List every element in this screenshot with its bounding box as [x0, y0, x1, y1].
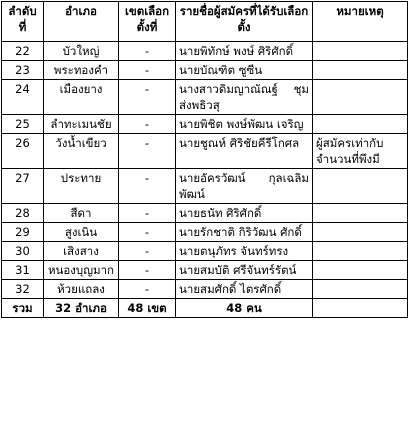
row-candidate-name: นายธนัท ศิริศักดิ์	[176, 204, 313, 223]
row-note	[313, 80, 408, 115]
row-number: 24	[2, 80, 44, 115]
table-row	[2, 169, 408, 204]
total-name: 48 คน	[176, 299, 313, 318]
header-row	[2, 2, 408, 42]
row-zone: -	[119, 261, 176, 280]
table-row	[2, 134, 408, 169]
table-row	[2, 280, 408, 299]
table-row	[2, 115, 408, 134]
table-row	[2, 242, 408, 261]
row-note: ผู้สมัครเท่ากับจำนวนที่พึงมี	[313, 134, 408, 169]
row-number: 28	[2, 204, 44, 223]
row-number: 27	[2, 169, 44, 204]
row-amphoe: สูงเนิน	[44, 223, 119, 242]
row-zone: -	[119, 134, 176, 169]
row-candidate-name: นายพิชิต พงษ์พัฒน เจริญ	[176, 115, 313, 134]
table-row	[2, 42, 408, 61]
row-number: 25	[2, 115, 44, 134]
row-amphoe: สีดา	[44, 204, 119, 223]
row-candidate-name: นายพิทักษ์ พงษ์ ศิริศักดิ์	[176, 42, 313, 61]
row-number: 22	[2, 42, 44, 61]
row-number: 32	[2, 280, 44, 299]
table-row	[2, 204, 408, 223]
table-body	[2, 42, 408, 299]
election-results-table	[1, 1, 408, 318]
header-note: หมายเหตุ	[313, 2, 408, 42]
row-candidate-name: นายบัณฑิต ซูซีน	[176, 61, 313, 80]
row-candidate-name: นายรักชาติ กิริวัฒน ศักดิ์	[176, 223, 313, 242]
header-zone: เขตเลือกตั้งที่	[119, 2, 176, 42]
row-amphoe: บัวใหญ่	[44, 42, 119, 61]
row-number: 30	[2, 242, 44, 261]
row-number: 31	[2, 261, 44, 280]
row-note	[313, 261, 408, 280]
row-note	[313, 204, 408, 223]
row-number: 29	[2, 223, 44, 242]
row-zone: -	[119, 115, 176, 134]
total-amphoe: 32 อำเภอ	[44, 299, 119, 318]
row-note	[313, 169, 408, 204]
row-zone: -	[119, 80, 176, 115]
row-zone: -	[119, 42, 176, 61]
total-label: รวม	[2, 299, 44, 318]
row-amphoe: เสิงสาง	[44, 242, 119, 261]
row-candidate-name: นายชูณห์ ศิริชัยคีรีโกศล	[176, 134, 313, 169]
total-zone: 48 เขต	[119, 299, 176, 318]
row-amphoe: วังน้ำเขียว	[44, 134, 119, 169]
row-note	[313, 280, 408, 299]
header-no: ลำดับที่	[2, 2, 44, 42]
row-amphoe: ประทาย	[44, 169, 119, 204]
table-row	[2, 80, 408, 115]
table-row	[2, 223, 408, 242]
header-amphoe: อำเภอ	[44, 2, 119, 42]
total-note	[313, 299, 408, 318]
row-zone: -	[119, 169, 176, 204]
row-note	[313, 42, 408, 61]
row-number: 26	[2, 134, 44, 169]
row-number: 23	[2, 61, 44, 80]
row-zone: -	[119, 223, 176, 242]
row-candidate-name: นายตนุภัทร จันทร์ทรง	[176, 242, 313, 261]
row-zone: -	[119, 204, 176, 223]
row-note	[313, 61, 408, 80]
table-row	[2, 261, 408, 280]
row-zone: -	[119, 61, 176, 80]
row-candidate-name: นายอัครวัฒน์ กุลเฉลิมพัฒน์	[176, 169, 313, 204]
row-amphoe: หนองบุญมาก	[44, 261, 119, 280]
row-candidate-name: นายสมบัติ ศรีจันทร์รัตน์	[176, 261, 313, 280]
row-zone: -	[119, 280, 176, 299]
row-amphoe: ห้วยแถลง	[44, 280, 119, 299]
row-amphoe: ลำทะเมนชัย	[44, 115, 119, 134]
row-note	[313, 115, 408, 134]
header-candidate: รายชื่อผู้สมัครที่ได้รับเลือกตั้ง	[176, 2, 313, 42]
table-row	[2, 61, 408, 80]
row-amphoe: เมืองยาง	[44, 80, 119, 115]
row-candidate-name: นางสาวดิมญาณัณฐ์ ชุมส่งพธิวสุ	[176, 80, 313, 115]
row-zone: -	[119, 242, 176, 261]
row-amphoe: พระทองคำ	[44, 61, 119, 80]
row-note	[313, 223, 408, 242]
row-note	[313, 242, 408, 261]
total-row	[2, 299, 408, 318]
row-candidate-name: นายสมศักดิ์ ไตรศักดิ์	[176, 280, 313, 299]
